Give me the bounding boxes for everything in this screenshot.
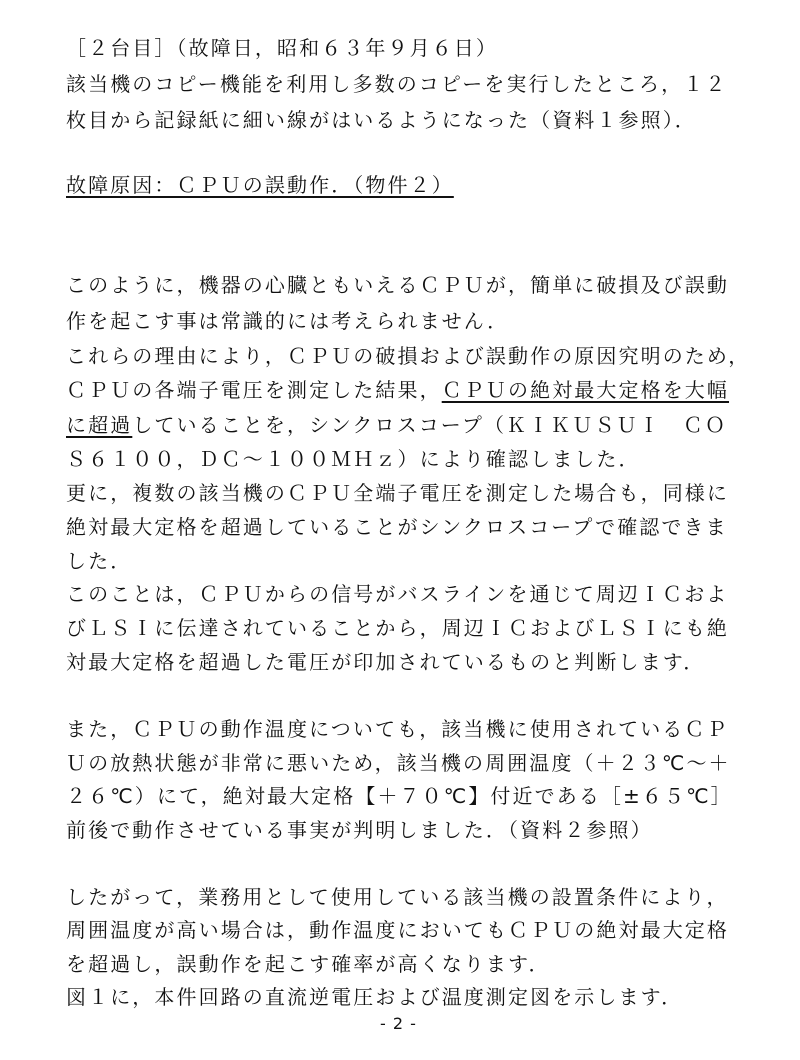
text-line: また，ＣＰＵの動作温度についても，該当機に使用されているＣＰ xyxy=(66,717,729,741)
failure-cause-heading: 故障原因：ＣＰＵの誤動作．（物件２） xyxy=(66,173,454,197)
text-line: 図１に，本件回路の直流逆電圧および温度測定図を示します． xyxy=(66,985,684,1009)
text-line: 対最大定格を超過した電圧が印加されているものと判断します． xyxy=(66,650,706,674)
text-line xyxy=(66,380,729,400)
text-line: 前後で動作させている事実が判明しました．（資料２参照） xyxy=(66,818,653,842)
text-segment: ＣＰＵの各端子電圧を測定した結果， xyxy=(66,378,442,402)
text-line: Ｓ６１００，ＤＣ～１００ＭＨｚ）により確認しました． xyxy=(66,447,641,471)
text-line: したがって，業務用として使用している該当機の設置条件により， xyxy=(66,885,729,909)
underlined-emphasis: ＣＰＵの絶対最大定格を大幅 xyxy=(441,378,730,402)
text-line: 更に，複数の該当機のＣＰＵ全端子電圧を測定した場合も，同様に xyxy=(66,481,729,505)
text-line: 絶対最大定格を超過していることがシンクロスコープで確認できま xyxy=(66,515,728,539)
text-line: Ｕの放熱状態が非常に悪いため，該当機の周囲温度（＋２３℃～＋ xyxy=(66,751,731,775)
page-number: - 2 - xyxy=(380,1014,417,1033)
underlined-emphasis: に超過 xyxy=(66,413,133,437)
text-line: これらの理由により，ＣＰＵの破損および誤動作の原因究明のため， xyxy=(66,344,751,368)
text-line: した． xyxy=(66,549,133,573)
text-line: 枚目から記録紙に細い線がはいるようになった（資料１参照）． xyxy=(66,108,697,132)
text-line: 該当機のコピー機能を利用し多数のコピーを実行したところ，１２ xyxy=(66,72,728,96)
text-line: 作を起こす事は常識的には考えられません． xyxy=(66,309,510,333)
text-line xyxy=(66,415,727,435)
text-line: を超過し，誤動作を起こす確率が高くなります． xyxy=(66,952,551,976)
text-line: ２６℃）にて，絶対最大定格【＋７０℃】付近である［±６５℃］ xyxy=(66,784,733,808)
text-line: びＬＳＩに伝達されていることから，周辺ＩＣおよびＬＳＩにも絶 xyxy=(66,616,729,640)
text-segment: していることを，シンクロスコープ（ＫＩＫＵＳＵＩ ＣＯ xyxy=(132,413,728,437)
incident-header: ［２台目］（故障日，昭和６３年９月６日） xyxy=(66,36,498,60)
text-line: このことは，ＣＰＵからの信号がバスラインを通じて周辺ＩＣおよ xyxy=(66,582,729,606)
text-line: このように，機器の心臓ともいえるＣＰＵが，簡単に破損及び誤動 xyxy=(66,273,729,297)
text-line: 周囲温度が高い場合は，動作温度においてもＣＰＵの絶対最大定格 xyxy=(66,918,729,942)
